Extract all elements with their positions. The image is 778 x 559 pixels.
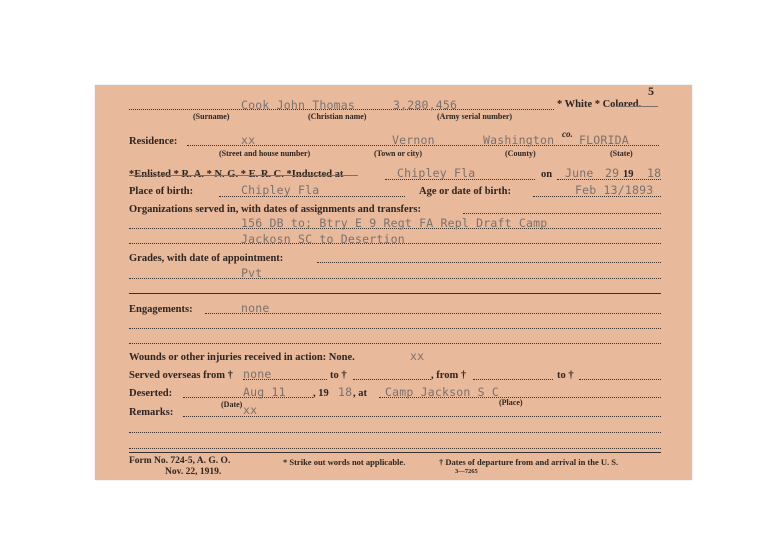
deserted-place-label: (Place) [499, 398, 523, 407]
state-label: (State) [610, 149, 633, 158]
serial-value: 3,280,456 [393, 98, 458, 112]
enlisted-label: *Enlisted * R. A. * N. G. * E. R. C. *Inducted at [129, 169, 344, 180]
inducted-month: June [565, 166, 594, 180]
deserted-date: Aug 11 [243, 385, 286, 399]
inducted-on-label: on [541, 169, 553, 180]
overseas-label: Served overseas from † [129, 370, 233, 381]
overseas-to1-label: to † [330, 370, 347, 381]
engagements-label: Engagements: [129, 304, 193, 315]
organizations-line-0 [463, 213, 661, 214]
enlisted-strike [129, 175, 358, 176]
print-code: 3—7265 [455, 468, 478, 475]
deserted-date-label: (Date) [221, 400, 243, 409]
draft-record-card [95, 85, 692, 480]
deserted-year: 18 [338, 385, 353, 399]
overseas-from-label: , from † [431, 370, 467, 381]
organizations-line2: Jackosn SC to Desertion [241, 232, 405, 246]
grades-label: Grades, with date of appointment: [129, 253, 284, 264]
form-number: Form No. 724-5, A. G. O. [129, 456, 231, 466]
engagements-line-2 [129, 343, 661, 344]
birthplace-value: Chipley Fla [241, 183, 320, 197]
wounds-label: Wounds or other injuries received in action: None. [129, 352, 355, 363]
grades-value: Pvt [241, 266, 263, 280]
card-number: 5 [648, 84, 654, 98]
overseas-to2-line [579, 379, 661, 380]
deserted-label: Deserted: [129, 388, 173, 399]
christian-name-label: (Christian name) [308, 112, 367, 121]
engagements-line-0 [205, 313, 661, 314]
inducted-day: 29 [605, 166, 620, 180]
deserted-year-prefix: , 19 [313, 388, 329, 399]
organizations-label: Organizations served in, with dates of assignments and transfers: [129, 204, 421, 215]
town-label: (Town or city) [374, 149, 422, 158]
birthplace-label: Place of birth: [129, 186, 194, 197]
engagements-value: none [241, 301, 270, 315]
overseas-value: none [243, 367, 272, 381]
name-value: Cook John Thomas [241, 98, 355, 112]
county-mark: co. [562, 129, 573, 139]
grades-line-0 [317, 262, 661, 263]
birthdate-value: Feb 13/1893 [575, 183, 654, 197]
grades-line-2 [129, 293, 661, 294]
inducted-year: 18 [647, 166, 662, 180]
overseas-to1-line [353, 379, 431, 380]
overseas-from2-line [473, 379, 553, 380]
residence-town: Vernon [392, 133, 435, 147]
county-label: (County) [505, 149, 536, 158]
inducted-year-prefix: 19 [623, 169, 634, 180]
grades-line-1 [129, 278, 661, 279]
remarks-value: xx [243, 403, 258, 417]
serial-label: (Army serial number) [437, 112, 513, 121]
residence-county: Washington [483, 133, 555, 147]
deserted-place: Camp Jackson S C [385, 385, 499, 399]
residence-label: Residence: [129, 136, 178, 147]
remarks-label: Remarks: [129, 407, 174, 418]
street-label: (Street and house number) [219, 149, 311, 158]
remarks-line-1 [129, 432, 661, 433]
organizations-line1: 156 DB to; Btry E 9 Regt FA Repl Draft Camp [241, 216, 548, 230]
surname-label: (Surname) [193, 112, 230, 121]
deserted-at-label: , at [353, 388, 367, 399]
overseas-to2-label: to † [557, 370, 574, 381]
inducted-place: Chipley Fla [397, 166, 476, 180]
wounds-value: xx [410, 349, 425, 363]
race-label: * White * Colored. [557, 99, 642, 110]
strike-note: * Strike out words not applicable. [283, 457, 406, 467]
residence-state: FLORIDA [579, 133, 629, 147]
dates-note: † Dates of departure from and arrival in the U. S. [439, 457, 619, 467]
remarks-line-2 [129, 448, 661, 449]
engagements-line-1 [129, 328, 661, 329]
footer-rule [129, 452, 661, 453]
race-strike [616, 106, 658, 107]
residence-street: xx [241, 133, 256, 147]
birthdate-label: Age or date of birth: [419, 186, 511, 197]
form-date: Nov. 22, 1919. [165, 467, 222, 477]
